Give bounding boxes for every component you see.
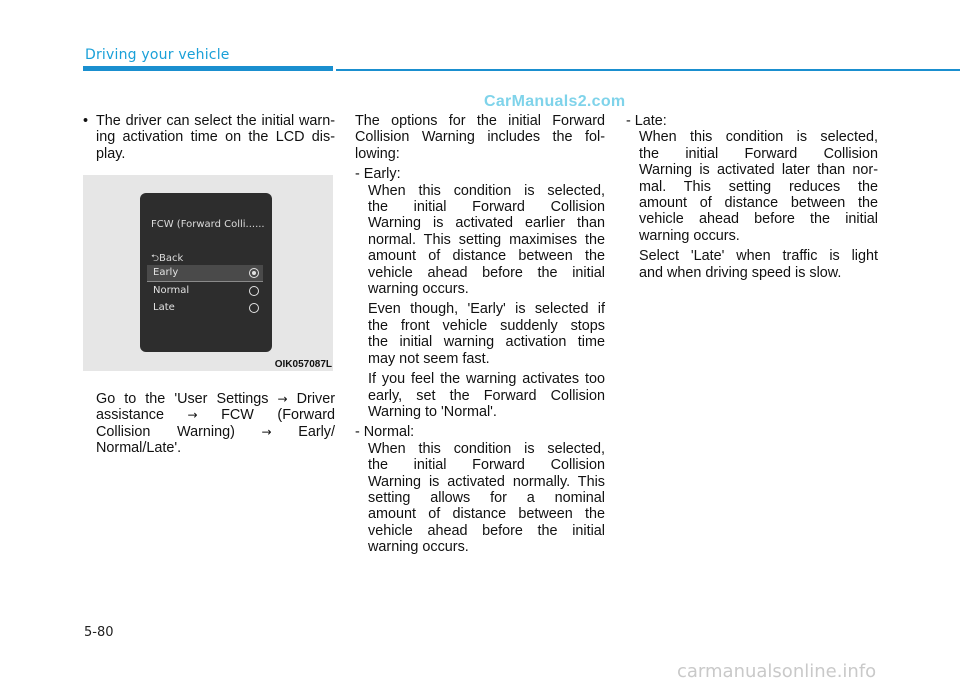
text-line: the initial Forward Collision xyxy=(639,145,878,162)
radio-empty-icon xyxy=(249,303,259,313)
option-normal xyxy=(147,283,263,299)
header-rule-thin xyxy=(336,69,960,71)
watermark-bottom[interactable]: carmanualsonline.info xyxy=(677,661,877,682)
figure-code: OIK057087L xyxy=(274,359,332,370)
text-line: amount of distance between the xyxy=(368,248,605,265)
text-line: the front vehicle suddenly stops xyxy=(368,317,605,334)
text-line: the initial Forward Collision xyxy=(368,457,605,474)
normal-paragraph xyxy=(355,441,605,556)
arrow-right-icon: → xyxy=(187,408,198,423)
text-span: Driver xyxy=(296,391,336,407)
text-line: Warning is activated normally. This xyxy=(368,473,605,490)
early-paragraph-2 xyxy=(355,301,605,367)
text-line: lowing: xyxy=(355,145,400,162)
text-span: assistance xyxy=(96,407,164,424)
column-middle xyxy=(355,113,605,556)
back-option: ⮌Back xyxy=(151,253,184,264)
text-line: vehicle ahead before the initial xyxy=(368,522,605,539)
text-line: Warning is activated earlier than xyxy=(368,215,605,232)
option-label: Early xyxy=(153,267,179,278)
text-line: When this condition is selected, xyxy=(368,182,605,199)
text-line: Select 'Late' when traffic is light xyxy=(639,248,878,265)
option-label: Normal xyxy=(153,285,190,296)
page-number: 5-80 xyxy=(84,625,114,640)
lcd-figure xyxy=(83,175,333,371)
late-paragraph-2 xyxy=(626,248,878,281)
text-line: warning occurs. xyxy=(639,227,740,244)
radio-selected-icon xyxy=(249,268,259,278)
bullet-item xyxy=(83,113,335,162)
text-line xyxy=(96,407,335,423)
column-left xyxy=(83,113,335,162)
text-line: If you feel the warning activates too xyxy=(368,371,605,388)
arrow-right-icon: → xyxy=(261,424,272,439)
radio-empty-icon xyxy=(249,286,259,296)
text-line: amount of distance between the xyxy=(639,195,878,212)
text-span: FCW (Forward xyxy=(221,407,335,424)
option-late xyxy=(147,300,263,316)
text-line: setting allows for a nominal xyxy=(368,489,605,506)
text-line: The options for the initial Forward xyxy=(355,113,605,129)
text-line xyxy=(96,391,335,407)
text-line: Collision Warning includes the fol- xyxy=(355,129,605,146)
text-line: warning occurs. xyxy=(368,281,469,298)
option-early xyxy=(147,265,263,282)
late-paragraph-1 xyxy=(626,129,878,244)
text-line: mal. This setting reduces the xyxy=(639,178,878,195)
arrow-right-icon: → xyxy=(277,392,288,406)
option-label: Late xyxy=(153,302,175,313)
text-line: play. xyxy=(96,145,126,162)
text-line: early, set the Forward Collision xyxy=(368,387,605,404)
text-span: Early/ xyxy=(298,423,336,440)
goto-instructions xyxy=(96,391,335,457)
text-line: the initial warning activation time xyxy=(368,334,605,351)
screen-title: FCW (Forward Colli...... xyxy=(151,219,265,230)
text-line: When this condition is selected, xyxy=(368,440,605,457)
option-heading: - Early: xyxy=(355,166,401,183)
text-line: vehicle ahead before the initial xyxy=(639,211,878,228)
text-line: the initial Forward Collision xyxy=(368,199,605,216)
text-line: normal. This setting maximises the xyxy=(368,231,605,248)
early-paragraph-1 xyxy=(355,183,605,298)
bullet-icon: • xyxy=(83,113,89,129)
text-line: The driver can select the initial warn- xyxy=(96,113,335,129)
text-line: Warning is activated later than nor- xyxy=(639,162,878,179)
option-heading: - Normal: xyxy=(355,424,415,441)
text-line: Even though, 'Early' is selected if xyxy=(368,301,605,318)
text-line: warning occurs. xyxy=(368,539,469,556)
lcd-screen xyxy=(140,193,272,352)
text-line: When this condition is selected, xyxy=(639,129,878,146)
column-right xyxy=(626,113,878,281)
text-span: Collision Warning) xyxy=(96,423,235,440)
watermark-top[interactable]: CarManuals2.com xyxy=(484,93,626,110)
text-line: and when driving speed is slow. xyxy=(639,264,842,281)
text-span: Go to the 'User Settings xyxy=(96,391,269,407)
text-line: ing activation time on the LCD dis- xyxy=(96,129,335,146)
section-title: Driving your vehicle xyxy=(85,47,230,63)
text-line: Warning to 'Normal'. xyxy=(368,403,497,420)
text-line: amount of distance between the xyxy=(368,506,605,523)
header-rule-thick xyxy=(83,66,333,71)
text-line xyxy=(96,424,335,440)
text-line: may not seem fast. xyxy=(368,350,490,367)
option-heading: - Late: xyxy=(626,113,667,129)
text-line: Normal/Late'. xyxy=(96,440,182,457)
early-paragraph-3 xyxy=(355,371,605,420)
text-line: vehicle ahead before the initial xyxy=(368,264,605,281)
